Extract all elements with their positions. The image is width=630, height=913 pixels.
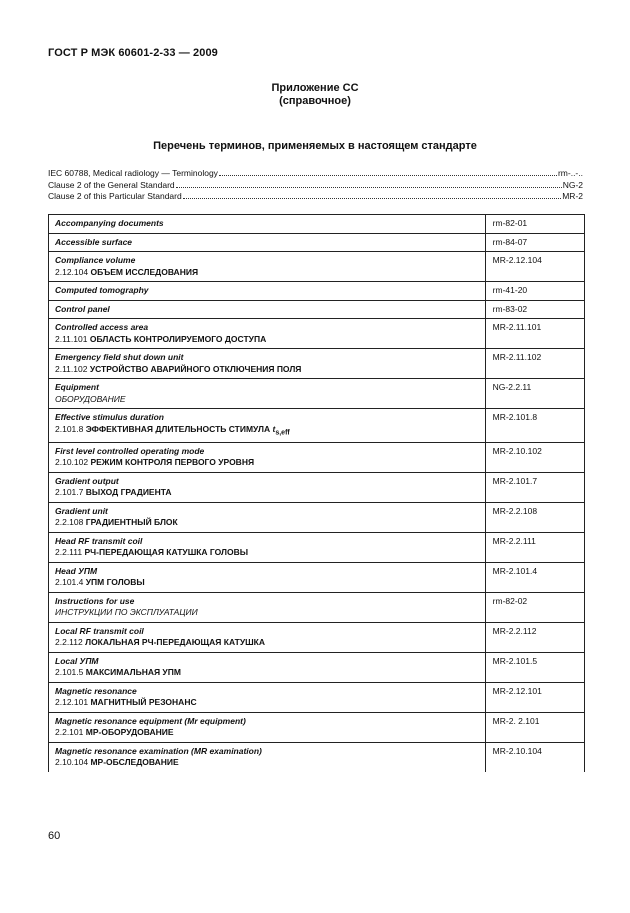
term-english: Gradient output [55,475,119,486]
term-english: Magnetic resonance examination (MR examination) [55,745,262,756]
term-number: 2.10.102 [55,457,89,468]
term-russian [55,457,479,469]
table-row [49,502,585,532]
table-row [49,409,585,443]
reference-code: MR-2 [562,191,583,201]
term-english: Compliance volume [55,255,136,265]
term-number: 2.12.104 [55,266,89,277]
term-code: rm-84-07 [485,233,584,252]
term-number: 2.2.101 [55,727,84,738]
table-row [49,712,585,742]
term-russian-name: ЭФФЕКТИВНАЯ ДЛИТЕЛЬНОСТЬ СТИМУЛА [85,423,271,434]
term-english: Accompanying documents [55,218,164,228]
appendix-heading [0,82,630,108]
table-row [49,215,585,234]
term-russian-name: МАГНИТНЫЙ РЕЗОНАНС [90,697,197,708]
term-russian-name: ВЫХОД ГРАДИЕНТА [85,487,172,498]
term-cell [49,592,486,622]
dot-leader [219,174,557,176]
term-cell [49,300,486,319]
table-row [49,652,585,682]
terms-table [48,214,585,772]
term-cell [49,215,486,234]
term-russian [55,757,479,769]
term-code: MR-2.2.112 [485,622,584,652]
dot-leader [183,197,562,199]
term-number: 2.10.104 [55,757,89,768]
term-number: 2.101.5 [55,667,84,678]
table-row [49,742,585,772]
reference-list [48,168,583,203]
reference-line [48,180,583,192]
term-english: First level controlled operating mode [55,445,205,456]
term-code: MR-2.101.7 [485,472,584,502]
term-cell [49,742,486,772]
term-russian [55,394,479,406]
term-code: MR-2.11.101 [485,319,584,349]
term-russian-name: ОБЛАСТЬ КОНТРОЛИРУЕМОГО ДОСТУПА [89,333,267,344]
term-cell [49,282,486,301]
term-number: 2.2.111 [55,547,83,558]
term-english: Magnetic resonance [55,685,137,696]
term-russian-name: ИНСТРУКЦИИ ПО ЭКСПЛУАТАЦИИ [55,607,198,618]
term-number: 2.12.101 [55,697,89,708]
term-cell [49,349,486,379]
term-russian-name: УПМ ГОЛОВЫ [85,577,145,588]
term-russian [55,547,479,559]
term-number: 2.101.7 [55,487,84,498]
term-russian-name: МР-ОБОРУДОВАНИЕ [85,727,174,738]
term-russian [55,334,479,346]
term-russian [55,517,479,529]
reference-label: IEC 60788, Medical radiology — Terminology [48,168,218,178]
term-cell [49,472,486,502]
term-russian-name: МР-ОБСЛЕДОВАНИЕ [90,757,179,768]
term-code: MR-2.101.5 [485,652,584,682]
term-russian [55,577,479,589]
term-russian [55,487,479,499]
table-row [49,562,585,592]
term-cell [49,532,486,562]
term-cell [49,502,486,532]
term-russian-name: ОБОРУДОВАНИЕ [55,393,126,404]
term-english: Accessible surface [55,236,133,247]
term-code: MR-2.10.102 [485,442,584,472]
table-row [49,233,585,252]
term-code: MR-2.12.104 [485,252,584,282]
table-row [49,300,585,319]
term-russian [55,607,479,619]
appendix-title: Приложение СС [271,82,359,94]
term-russian [55,364,479,376]
term-russian [55,667,479,679]
table-row [49,532,585,562]
term-code: MR-2.10.104 [485,742,584,772]
reference-label: Clause 2 of this Particular Standard [48,191,182,201]
term-number: 2.11.102 [55,363,88,374]
term-english: Local RF transmit coil [55,625,144,636]
term-code: MR-2.101.4 [485,562,584,592]
reference-code: rm-..-.. [557,168,583,178]
term-code: MR-2.12.101 [485,682,584,712]
term-english: Emergency field shut down unit [55,352,184,362]
table-row [49,682,585,712]
table-row [49,349,585,379]
table-row [49,472,585,502]
term-code: MR-2.2.111 [485,532,584,562]
table-row [49,622,585,652]
term-russian-name: РЧ-ПЕРЕДАЮЩАЯ КАТУШКА ГОЛОВЫ [84,547,249,558]
term-cell [49,562,486,592]
term-english: Instructions for use [55,595,135,606]
term-code: MR-2.2.108 [485,502,584,532]
term-russian-name: МАКСИМАЛЬНАЯ УПМ [85,667,181,678]
term-english: Control panel [55,303,110,314]
term-english: Head RF transmit coil [55,535,143,546]
term-cell [49,622,486,652]
term-cell [49,409,486,443]
term-russian-name: ЛОКАЛЬНАЯ РЧ-ПЕРЕДАЮЩАЯ КАТУШКА [85,637,266,648]
term-code: rm-83-02 [485,300,584,319]
term-number: 2.11.101 [55,333,88,344]
table-row [49,592,585,622]
term-code: NG-2.2.11 [485,379,584,409]
term-english: Gradient unit [55,505,108,516]
term-cell [49,319,486,349]
term-english: Computed tomography [55,285,149,295]
term-number: 2.101.4 [55,577,84,588]
symbol: t [272,423,276,434]
term-english: Local УПМ [55,655,99,666]
term-english: Head УПМ [55,565,98,576]
document-header: ГОСТ Р МЭК 60601-2-33 — 2009 [48,47,218,59]
symbol-subscript: s,eff [275,429,290,437]
term-russian [55,267,479,279]
term-number: 2.101.8 [55,423,84,434]
table-row [49,379,585,409]
term-cell [49,252,486,282]
term-code: MR-2. 2.101 [485,712,584,742]
term-english: Magnetic resonance equipment (Mr equipment) [55,715,246,726]
dot-leader [176,186,562,188]
term-code: MR-2.11.102 [485,349,584,379]
term-russian-name: ОБЪЕМ ИССЛЕДОВАНИЯ [90,266,199,277]
term-cell [49,442,486,472]
page-number: 60 [48,830,61,842]
term-code: MR-2.101.8 [485,409,584,443]
term-number: 2.2.108 [55,517,84,528]
term-russian [55,727,479,739]
table-row [49,319,585,349]
term-code: rm-82-02 [485,592,584,622]
term-cell [49,379,486,409]
term-russian [55,424,479,439]
appendix-subtitle: (справочное) [279,95,351,107]
term-cell [49,652,486,682]
term-cell [49,233,486,252]
reference-code: NG-2 [562,179,583,190]
reference-line [48,168,583,180]
reference-label: Clause 2 of the General Standard [48,179,175,190]
term-cell [49,682,486,712]
table-row [49,282,585,301]
table-row [49,442,585,472]
term-russian-name: ГРАДИЕНТНЫЙ БЛОК [85,517,178,528]
reference-line [48,191,583,203]
term-russian [55,637,479,649]
term-english: Controlled access area [55,322,149,332]
term-russian-name: РЕЖИМ КОНТРОЛЯ ПЕРВОГО УРОВНЯ [90,457,255,468]
section-title: Перечень терминов, применяемых в настоящем стандарте [153,140,477,152]
term-number: 2.2.112 [55,637,83,648]
term-english: Equipment [55,382,99,392]
term-russian-name: УСТРОЙСТВО АВАРИЙНОГО ОТКЛЮЧЕНИЯ ПОЛЯ [89,363,302,374]
term-code: rm-41-20 [485,282,584,301]
table-row [49,252,585,282]
term-cell [49,712,486,742]
term-code: rm-82-01 [485,215,584,234]
term-english: Effective stimulus duration [55,412,164,422]
term-russian [55,697,479,709]
